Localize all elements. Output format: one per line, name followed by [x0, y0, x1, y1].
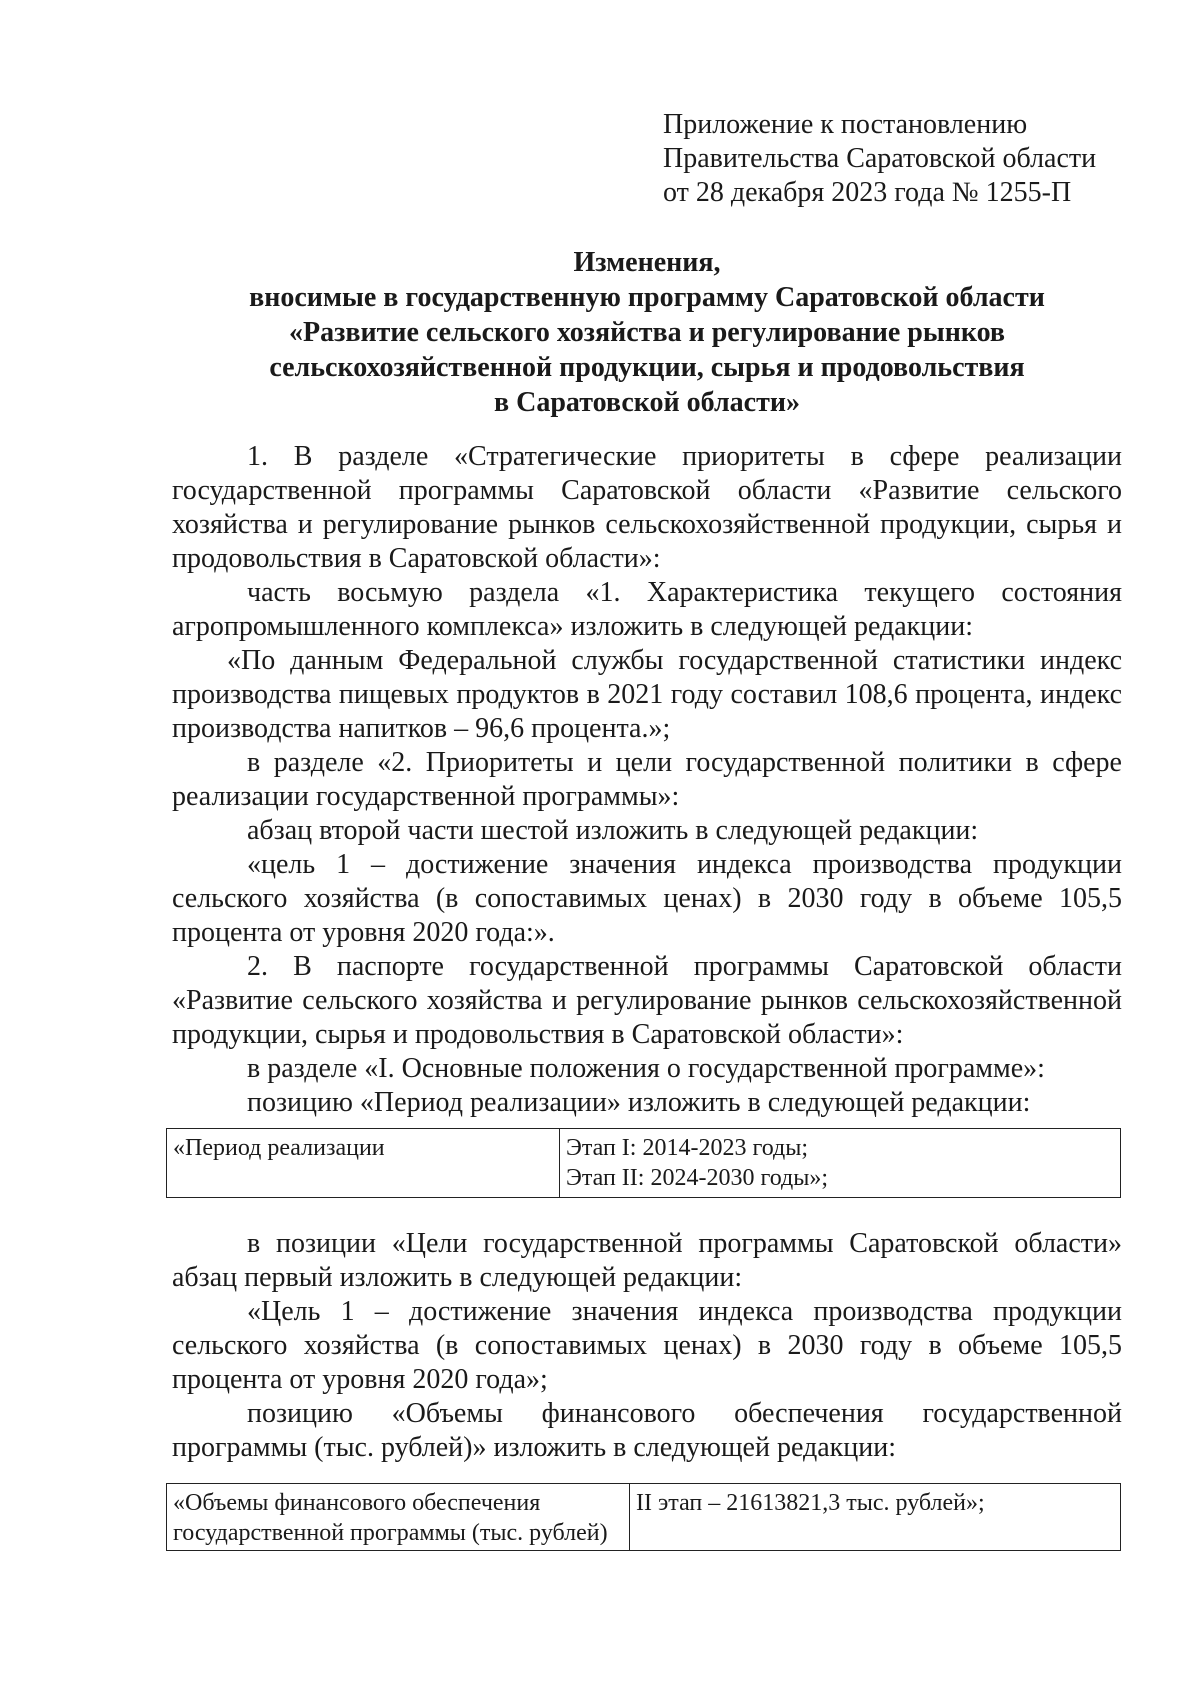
- financing-label-line: государственной программы (тыс. рублей): [173, 1520, 608, 1546]
- financing-label-cell: [167, 1484, 630, 1551]
- financing-label-line: «Объемы финансового обеспечения: [173, 1490, 541, 1516]
- financing-value-cell: [630, 1484, 1121, 1551]
- approval-block: [663, 108, 1163, 210]
- paragraph-2: часть восьмую раздела «1. Характеристика текущего состояния агропромышленного комплекса» изложить в следующей редакции:: [172, 577, 1122, 642]
- period-label: «Период реализации: [173, 1135, 385, 1161]
- table-row: [167, 1129, 1121, 1198]
- paragraph-7: 2. В паспорте государственной программы Саратовской области «Развитие сельского хозяйства и регулирование рынков сельскохозяйственной продукции, сырья и продовольствия в Саратовской области»:: [172, 951, 1122, 1050]
- document-body-continued: [172, 1227, 1122, 1465]
- title-line: в Саратовской области»: [494, 387, 800, 418]
- document-body: [172, 440, 1122, 1120]
- title-line: Изменения,: [573, 247, 721, 278]
- approval-line: Правительства Саратовской области: [663, 143, 1097, 174]
- paragraph-4: в разделе «2. Приоритеты и цели государственной политики в сфере реализации государственной программы»:: [172, 747, 1122, 812]
- paragraph-1: 1. В разделе «Стратегические приоритеты в сфере реализации государственной программы Саратовской области «Развитие сельского хозяйства и регулирование рынков сельскохозяйственной продукции, сырья и продовольствия в Саратовской области»:: [172, 441, 1122, 574]
- paragraph-8: в разделе «I. Основные положения о государственной программе»:: [247, 1053, 1045, 1084]
- paragraph-5: абзац второй части шестой изложить в следующей редакции:: [247, 815, 979, 846]
- title-line: сельскохозяйственной продукции, сырья и продовольствия: [269, 352, 1025, 383]
- paragraph-12: позицию «Объемы финансового обеспечения государственной программы (тыс. рублей)» изложить в следующей редакции:: [172, 1398, 1122, 1463]
- period-value-cell: [560, 1129, 1121, 1198]
- paragraph-6: «цель 1 – достижение значения индекса производства продукции сельского хозяйства (в сопоставимых ценах) в 2030 году в объеме 105,5 процента от уровня 2020 года:».: [172, 849, 1122, 948]
- financing-value: II этап – 21613821,3 тыс. рублей»;: [636, 1490, 985, 1516]
- financing-table: [166, 1483, 1121, 1551]
- title-line: вносимые в государственную программу Саратовской области: [249, 282, 1045, 313]
- approval-line: Приложение к постановлению: [663, 109, 1028, 140]
- paragraph-10: в позиции «Цели государственной программы Саратовской области» абзац первый изложить в следующей редакции:: [172, 1228, 1122, 1293]
- document-title: [172, 245, 1122, 420]
- period-table: [166, 1128, 1121, 1198]
- table-row: [167, 1484, 1121, 1551]
- period-value-line: Этап II: 2024-2030 годы»;: [566, 1165, 829, 1191]
- paragraph-11: «Цель 1 – достижение значения индекса производства продукции сельского хозяйства (в сопоставимых ценах) в 2030 году в объеме 105,5 процента от уровня 2020 года»;: [172, 1296, 1122, 1395]
- period-label-cell: [167, 1129, 560, 1198]
- period-value-line: Этап I: 2014-2023 годы;: [566, 1135, 809, 1161]
- approval-line: от 28 декабря 2023 года № 1255-П: [663, 177, 1072, 208]
- paragraph-3: «По данным Федеральной службы государственной статистики индекс производства пищевых продуктов в 2021 году составил 108,6 процента, индекс производства напитков – 96,6 процента.»;: [172, 645, 1122, 744]
- title-line: «Развитие сельского хозяйства и регулирование рынков: [288, 317, 1006, 348]
- paragraph-9: позицию «Период реализации» изложить в следующей редакции:: [247, 1087, 1031, 1118]
